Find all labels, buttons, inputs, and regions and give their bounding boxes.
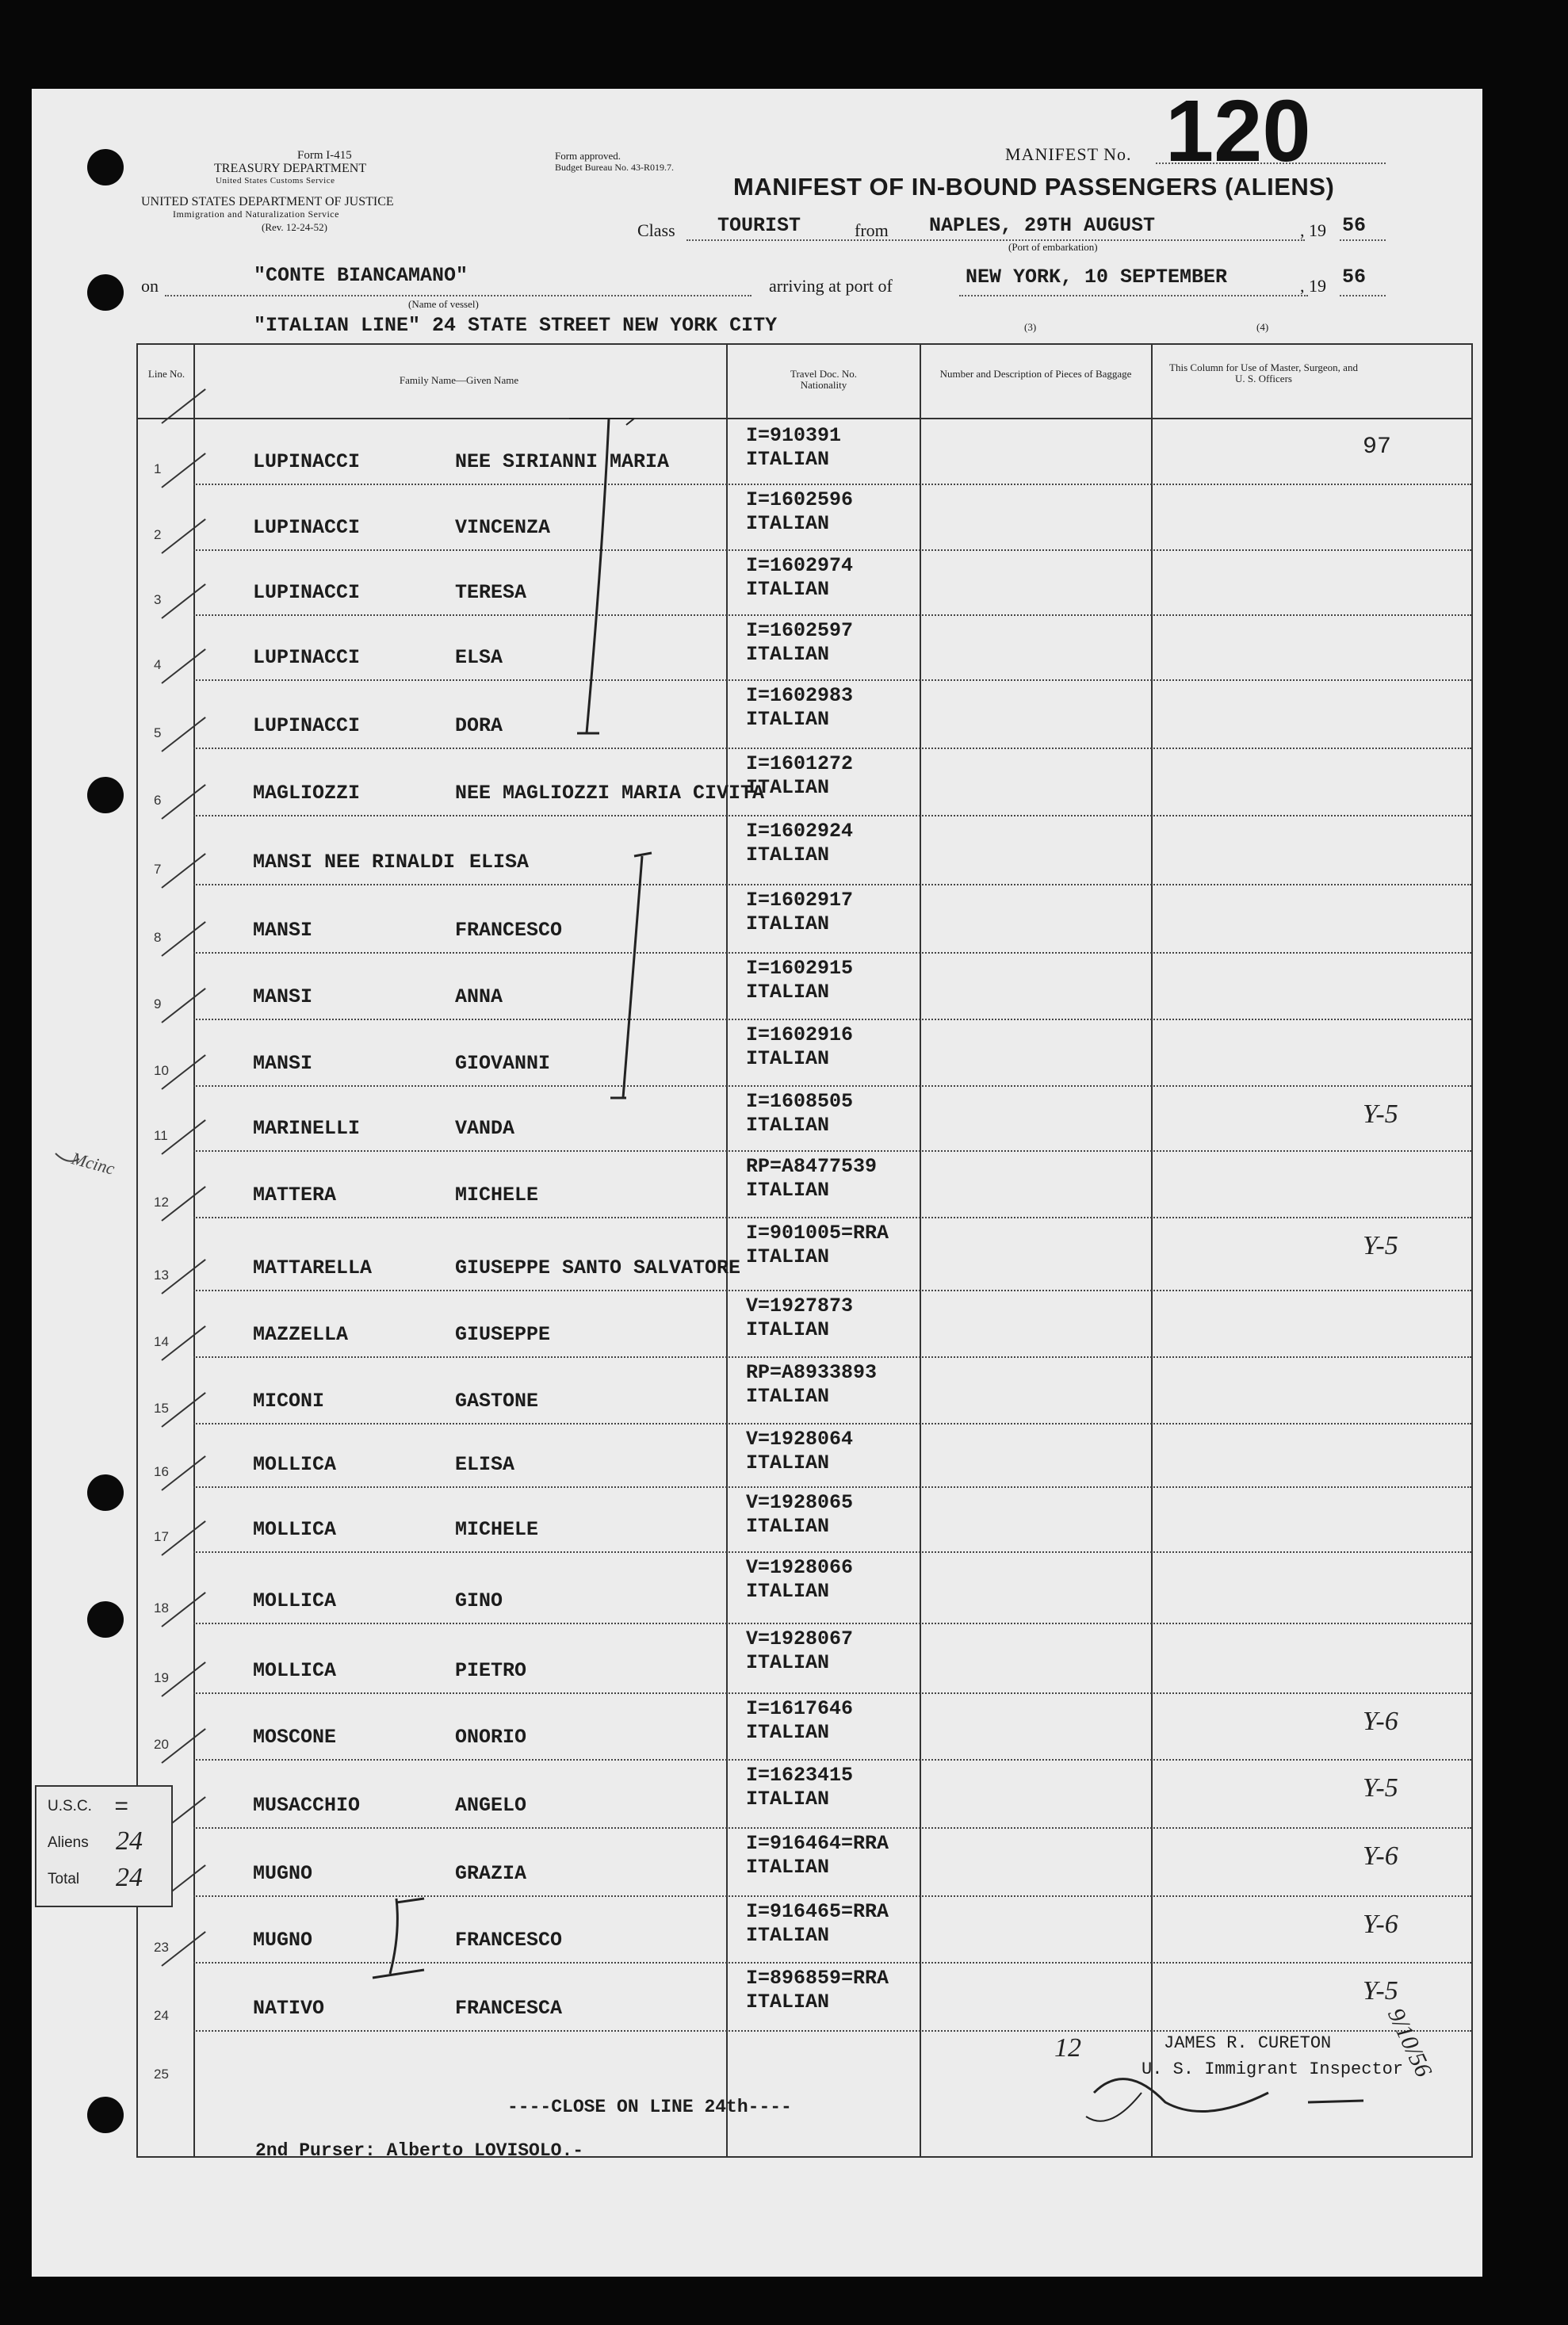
nationality: ITALIAN [746,1318,830,1341]
family-name: MANSI [253,919,313,942]
header-baggage: Number and Description of Pieces of Baggage [939,368,1132,380]
given-name: GINO [455,1589,503,1612]
punch-hole [87,274,124,311]
family-name: MATTARELLA [253,1256,373,1279]
officer-note: Y-6 [1363,1707,1398,1736]
line-number: 14 [154,1334,169,1349]
family-name: MUSACCHIO [253,1794,361,1817]
year-line [1340,239,1386,241]
punch-hole [87,1601,124,1638]
nationality: ITALIAN [746,1245,830,1268]
nationality: ITALIAN [746,448,830,471]
given-name: VANDA [455,1117,515,1140]
given-name: ELISA [455,1453,515,1476]
family-name: MATTERA [253,1184,337,1206]
line-number: 11 [154,1128,168,1143]
column-ref-4: (4) [1256,321,1269,333]
line-number: 13 [154,1268,169,1283]
travel-doc-number: I=1602974 [746,554,854,577]
nationality: ITALIAN [746,1856,830,1879]
travel-doc-number: I=1602916 [746,1023,854,1046]
travel-doc-number: I=1602924 [746,820,854,843]
nationality: ITALIAN [746,578,830,601]
header-name: Family Name—Given Name [399,374,519,386]
ins-service: Immigration and Naturalization Service [173,208,339,220]
family-name: MUGNO [253,1929,313,1952]
line-number: 5 [154,725,162,740]
officer-note: Y-5 [1363,1976,1398,2006]
vessel-caption: (Name of vessel) [408,298,479,310]
treasury-dept: TREASURY DEPARTMENT [214,162,367,175]
inspector-title: U. S. Immigrant Inspector [1142,2059,1404,2079]
nationality: ITALIAN [746,1580,830,1603]
travel-doc-number: I=1602915 [746,957,854,980]
officer-note: Y-5 [1363,1773,1398,1803]
class-label: Class [637,220,675,240]
travel-doc-number: I=896859=RRA [746,1967,889,1990]
given-name: MICHELE [455,1518,539,1541]
travel-doc-number: I=1617646 [746,1697,854,1720]
given-name: TERESA [455,581,527,604]
family-name: MICONI [253,1390,325,1413]
given-name: FRANCESCO [455,919,563,942]
family-name: LUPINACCI [253,581,361,604]
family-name: MOSCONE [253,1726,337,1749]
family-name: MOLLICA [253,1453,337,1476]
line-number: 19 [154,1670,169,1685]
year-prefix-2: , 19 [1300,276,1326,296]
travel-doc-number: I=901005=RRA [746,1222,889,1245]
officer-note: Y-6 [1363,1841,1398,1871]
total-label: Total [48,1871,80,1887]
nationality: ITALIAN [746,1114,830,1137]
purser-name: 2nd Purser: Alberto LOVISOLO.- [255,2140,584,2161]
given-name: GIUSEPPE [455,1323,551,1346]
line-number: 8 [154,930,162,945]
class-line [686,239,1305,241]
travel-doc-number: I=910391 [746,424,842,447]
nationality: ITALIAN [746,776,830,799]
shipping-company: "ITALIAN LINE" 24 STATE STREET NEW YORK CITY [254,314,778,337]
given-name: VINCENZA [455,516,551,539]
given-name: ELISA [469,851,530,874]
year-1: 56 [1342,214,1367,237]
given-name: ANNA [455,985,503,1008]
punch-hole [87,777,124,813]
family-name: NATIVO [253,1997,325,2020]
travel-doc-number: I=1601272 [746,752,854,775]
given-name: FRANCESCO [455,1929,563,1952]
year-line-2 [1340,295,1386,296]
given-name: ANGELO [455,1794,527,1817]
header-officers: This Column for Use of Master, Surgeon, and U. S. Officers [1169,361,1358,384]
margin-note: Mcinc [69,1148,117,1179]
inspector-name: JAMES R. CURETON [1164,2033,1332,2053]
given-name: GIUSEPPE SANTO SALVATORE [455,1256,741,1279]
line-number: 2 [154,527,162,542]
nationality: ITALIAN [746,1721,830,1744]
family-name: LUPINACCI [253,646,361,669]
family-name: MUGNO [253,1862,313,1885]
given-name: GASTONE [455,1390,539,1413]
given-name: ONORIO [455,1726,527,1749]
family-name: MANSI [253,1052,313,1075]
line-number: 1 [154,461,162,476]
column-ref-3: (3) [1024,321,1037,333]
vessel-name: "CONTE BIANCAMANO" [254,264,468,287]
line-number: 17 [154,1529,169,1544]
class-value: TOURIST [717,214,801,237]
officer-note: Y-6 [1363,1910,1398,1939]
line-number: 10 [154,1063,169,1078]
line-number: 7 [154,862,162,877]
form-approved: Form approved. [555,150,621,162]
nationality: ITALIAN [746,1047,830,1070]
aliens-value: 24 [116,1826,143,1856]
family-name: MOLLICA [253,1518,337,1541]
family-name: LUPINACCI [253,714,361,737]
family-name: MAGLIOZZI [253,782,361,805]
close-note: ----CLOSE ON LINE 24th---- [507,2097,792,2117]
nationality: ITALIAN [746,1924,830,1947]
nationality: ITALIAN [746,1990,830,2013]
form-number: Form I-415 [297,149,352,162]
family-name: LUPINACCI [253,450,361,473]
travel-doc-number: I=1602983 [746,684,854,707]
nationality: ITALIAN [746,1651,830,1674]
port-embarkation-caption: (Port of embarkation) [1008,241,1098,253]
justice-dept: UNITED STATES DEPARTMENT OF JUSTICE [141,195,394,208]
usc-value: = [114,1793,128,1819]
arriving-label: arriving at port of [769,276,893,296]
travel-doc-number: I=916465=RRA [746,1900,889,1923]
nationality: ITALIAN [746,1515,830,1538]
family-name: MANSI [253,985,313,1008]
inspector-date: 9/10/56 [1382,2004,1437,2082]
page-title: MANIFEST OF IN-BOUND PASSENGERS (ALIENS) [733,173,1335,201]
year-2: 56 [1342,266,1367,289]
punch-hole [87,1474,124,1511]
usc-label: U.S.C. [48,1798,92,1814]
given-name: DORA [455,714,503,737]
given-name: GIOVANNI [455,1052,551,1075]
alien-count-stamp [35,1785,173,1907]
line-number: 24 [154,2008,169,2023]
officer-note: 97 [1363,434,1392,461]
line-number: 20 [154,1737,169,1752]
given-name: ELSA [455,646,503,669]
travel-doc-number: I=1602597 [746,619,854,642]
arrival-line [959,295,1308,296]
line-number: 23 [154,1940,169,1955]
family-name: MOLLICA [253,1589,337,1612]
vessel-line [165,295,751,296]
from-label: from [855,220,889,240]
nationality: ITALIAN [746,1788,830,1811]
family-name: LUPINACCI [253,516,361,539]
travel-doc-number: V=1927873 [746,1294,854,1317]
officer-note: Y-5 [1363,1231,1398,1260]
punch-hole [87,149,124,185]
line-number: 3 [154,592,162,607]
on-label: on [141,276,159,296]
given-name: NEE SIRIANNI MARIA [455,450,670,473]
travel-doc-number: V=1928066 [746,1556,854,1579]
revision: (Rev. 12-24-52) [262,221,327,233]
nationality: ITALIAN [746,512,830,535]
travel-doc-number: I=1608505 [746,1090,854,1113]
travel-doc-number: V=1928067 [746,1627,854,1650]
given-name: FRANCESCA [455,1997,563,2020]
nationality: ITALIAN [746,1179,830,1202]
manifest-number: 120 [1165,82,1311,180]
travel-doc-number: V=1928064 [746,1428,854,1451]
nationality: ITALIAN [746,912,830,935]
aliens-label: Aliens [48,1834,89,1851]
manifest-label: MANIFEST No. [1005,144,1132,164]
travel-doc-number: V=1928065 [746,1491,854,1514]
port-of-embarkation: NAPLES, 29TH AUGUST [929,214,1156,237]
nationality: ITALIAN [746,981,830,1004]
nationality: ITALIAN [746,1451,830,1474]
nationality: ITALIAN [746,643,830,666]
inspector-initials: 12 [1054,2033,1081,2063]
line-number: 6 [154,793,162,808]
line-number: 9 [154,996,162,1011]
nationality: ITALIAN [746,843,830,866]
header-line-no: Line No. [147,368,185,380]
family-name: MANSI NEE RINALDI [253,851,456,874]
port-of-arrival: NEW YORK, 10 SEPTEMBER [966,266,1228,289]
line-number: 12 [154,1195,169,1210]
officer-note: Y-5 [1363,1099,1398,1129]
travel-doc-number: I=1623415 [746,1764,854,1787]
total-value: 24 [116,1863,143,1892]
travel-doc-number: I=1602596 [746,488,854,511]
punch-hole [87,2097,124,2133]
family-name: MAZZELLA [253,1323,349,1346]
given-name: PIETRO [455,1659,527,1682]
line-number: 18 [154,1600,169,1616]
family-name: MOLLICA [253,1659,337,1682]
nationality: ITALIAN [746,1385,830,1408]
travel-doc-number: RP=A8477539 [746,1155,878,1178]
given-name: GRAZIA [455,1862,527,1885]
travel-doc-number: I=916464=RRA [746,1832,889,1855]
year-prefix-1: , 19 [1300,220,1326,240]
line-number: 4 [154,657,162,672]
budget-bureau: Budget Bureau No. 43-R019.7. [555,162,674,173]
passenger-table [136,343,1473,2158]
customs-service: United States Customs Service [216,176,335,185]
nationality: ITALIAN [746,708,830,731]
line-number: 15 [154,1401,169,1416]
header-travel-doc: Travel Doc. No. Nationality [790,368,857,391]
line-number: 16 [154,1464,169,1479]
travel-doc-number: RP=A8933893 [746,1361,878,1384]
given-name: MICHELE [455,1184,539,1206]
family-name: MARINELLI [253,1117,361,1140]
given-name: NEE MAGLIOZZI MARIA CIVITA [455,782,765,805]
line-number: 25 [154,2067,169,2082]
travel-doc-number: I=1602917 [746,889,854,912]
